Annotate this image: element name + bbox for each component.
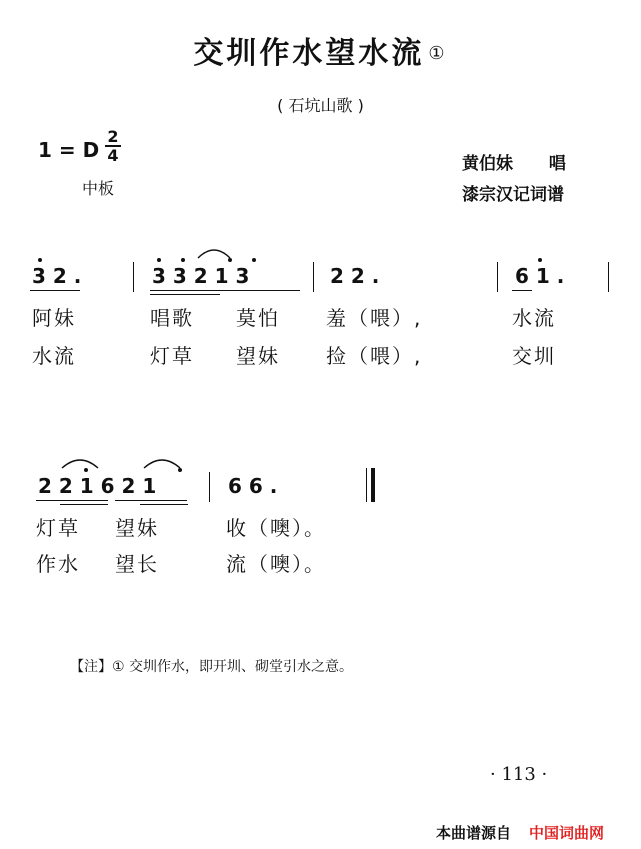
beam-line	[115, 500, 187, 501]
recorder-credit: 漆宗汉记词谱	[462, 185, 564, 205]
barline	[608, 262, 609, 292]
measure-3-notes: 2 2 .	[330, 264, 380, 288]
measure-2-notes: 3 3 2 1 3	[152, 264, 250, 288]
lyric-3: 灯草	[36, 516, 80, 540]
barline	[313, 262, 314, 292]
source-text: 本曲谱源自	[436, 824, 512, 842]
measure-5-notes: 2 2 1 6 2 1	[38, 474, 157, 498]
singer-credit: 黄伯妹 唱	[462, 154, 566, 174]
lyric-4: 作水	[36, 552, 80, 576]
lyric-2: 望妹	[236, 344, 280, 368]
source-footer	[436, 822, 604, 843]
octave-dot	[181, 258, 185, 262]
final-barline-thin	[366, 468, 367, 502]
title-footnote-marker: ①	[428, 43, 448, 64]
octave-dot	[38, 258, 42, 262]
octave-dot	[252, 258, 256, 262]
lyric-2: 水流	[32, 344, 76, 368]
time-signature-top: 2	[107, 127, 119, 146]
beam-line	[140, 504, 188, 505]
time-signature	[101, 128, 125, 164]
beam-line	[36, 500, 108, 501]
lyric-1: 阿妹	[32, 306, 76, 330]
footnote: 【注】① 交圳作水，即开圳、砌堂引水之意。	[70, 659, 353, 675]
lyric-3: 收（噢）。	[226, 516, 326, 540]
slur-arc	[60, 456, 100, 470]
beam-line	[150, 290, 300, 291]
lyric-1: 水流	[512, 306, 556, 330]
page-number: · 113 ·	[490, 764, 548, 785]
song-title-text: 交圳作水望水流	[193, 36, 425, 71]
lyric-1: 羞（喂）,	[326, 306, 423, 330]
site-name: 中国词曲网	[529, 824, 605, 842]
lyric-1: 莫怕	[236, 306, 280, 330]
measure-1-notes: 3 2 .	[32, 264, 82, 288]
key-signature: 1 = D	[38, 138, 100, 162]
lyric-4: 流（噢）。	[226, 552, 326, 576]
beam-line	[30, 290, 80, 291]
measure-4-notes: 6 1 .	[515, 264, 565, 288]
slur-arc	[196, 246, 232, 260]
lyric-4: 望长	[115, 552, 159, 576]
octave-dot	[157, 258, 161, 262]
barline	[497, 262, 498, 292]
lyric-1: 唱歌	[150, 306, 194, 330]
barline	[209, 472, 210, 502]
measure-6-notes: 6 6 .	[228, 474, 278, 498]
lyric-2: 灯草	[150, 344, 194, 368]
beam-line	[150, 294, 220, 295]
octave-dot	[538, 258, 542, 262]
final-barline-thick	[371, 468, 375, 502]
beam-line	[512, 290, 532, 291]
song-subtitle: ( 石坑山歌 )	[277, 96, 364, 115]
barline	[133, 262, 134, 292]
lyric-2: 交圳	[512, 344, 556, 368]
song-title	[0, 28, 641, 72]
beam-line	[60, 504, 108, 505]
lyric-3: 望妹	[115, 516, 159, 540]
tempo-marking: 中板	[82, 179, 115, 198]
lyric-2: 捡（喂）,	[326, 344, 423, 368]
slur-arc	[142, 456, 182, 470]
time-signature-bottom: 4	[107, 146, 119, 165]
